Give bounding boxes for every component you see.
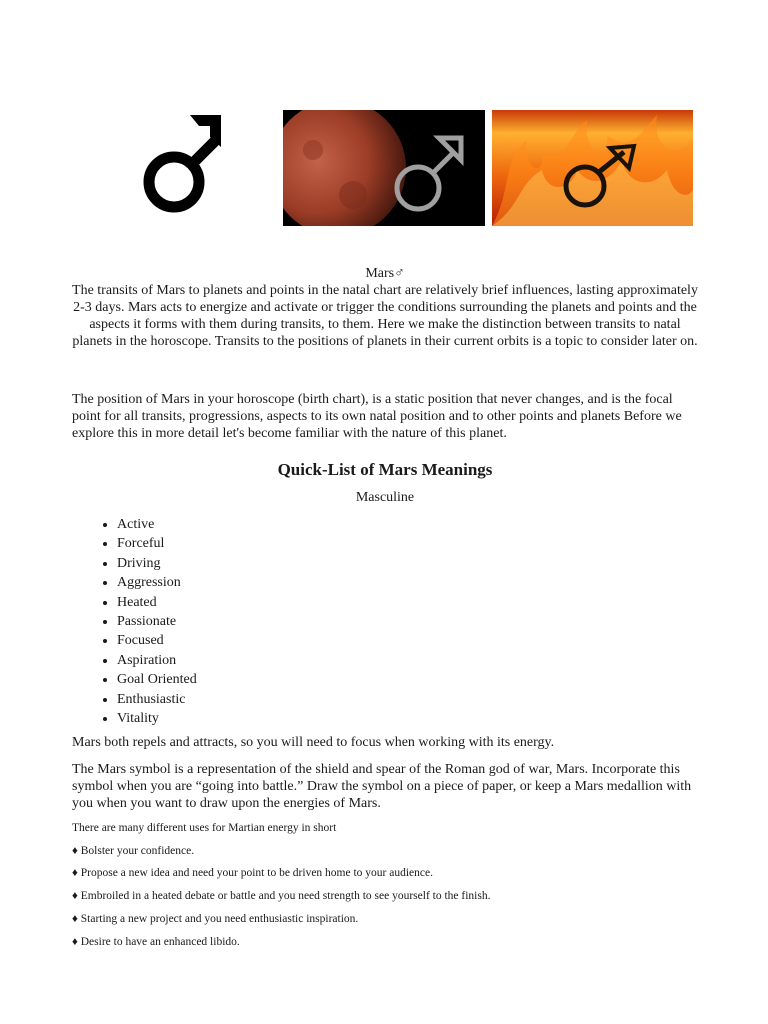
use-item: ♦ Embroiled in a heated debate or battle and you need strength to see yourself to the finish. xyxy=(72,890,491,902)
image-row xyxy=(0,110,768,228)
list-item: • Focused xyxy=(117,631,743,650)
mars-title xyxy=(72,265,698,282)
list-item: • Active xyxy=(117,515,743,534)
list-item: • Passionate xyxy=(117,612,743,631)
use-item: ♦ Starting a new project and you need enthusiastic inspiration. xyxy=(72,913,359,925)
list-item: • Aggression xyxy=(117,573,743,592)
list-item: • Heated xyxy=(117,593,743,612)
meanings-list xyxy=(96,515,743,728)
repels-attracts-paragraph: Mars both repels and attracts, so you will need to focus when working with its energy. xyxy=(72,735,555,750)
list-item: • Enthusiastic xyxy=(117,690,743,709)
list-item: • Vitality xyxy=(117,709,743,728)
uses-intro: There are many different uses for Martian energy in short xyxy=(72,822,337,834)
mars-planet-image xyxy=(283,110,485,226)
meanings-heading: Quick-List of Mars Meanings xyxy=(277,460,493,479)
list-item: • Aspiration xyxy=(117,651,743,670)
meanings-subheading: Masculine xyxy=(355,490,415,505)
natal-position-paragraph: The position of Mars in your horoscope (birth chart), is a static position that never changes, and is the focal point for all transits, progressions, aspects to its own natal position and to other points and planets Before we explore this in more detail let's become familiar with the nature of this planet. xyxy=(72,392,682,441)
use-item: ♦ Desire to have an enhanced libido. xyxy=(72,936,240,948)
mars-symbol-icon xyxy=(120,110,240,226)
mars-symbol-glyph: ♂ xyxy=(394,266,405,281)
use-item: ♦ Propose a new idea and need your point to be driven home to your audience. xyxy=(72,867,433,879)
list-item: • Goal Oriented xyxy=(117,670,743,689)
list-item: • Forceful xyxy=(117,534,743,553)
intro-paragraph: The transits of Mars to planets and points in the natal chart are relatively brief influences, lasting approximately 2-3 days. Mars acts to energize and activate or trigger the conditions surrounding the planets and points and the aspects it forms with them during transits, to them. Here we make the distinction between transits to natal planets in the horoscope. Transits to the positions of planets in their current orbits is a topic to consider later on. xyxy=(72,283,698,349)
mars-title-text: Mars xyxy=(365,266,395,281)
mars-fire-image xyxy=(492,110,693,226)
intro-section xyxy=(72,265,698,350)
symbol-paragraph: The Mars symbol is a representation of the shield and spear of the Roman god of war, Mars. Incorporate this symbol when you are “going into battle.” Draw the symbol on a piece of paper, or keep a Mars medallion with you when you want to draw upon the energies of Mars. xyxy=(72,762,692,811)
use-item: ♦ Bolster your confidence. xyxy=(72,845,195,857)
list-item: • Driving xyxy=(117,554,743,573)
